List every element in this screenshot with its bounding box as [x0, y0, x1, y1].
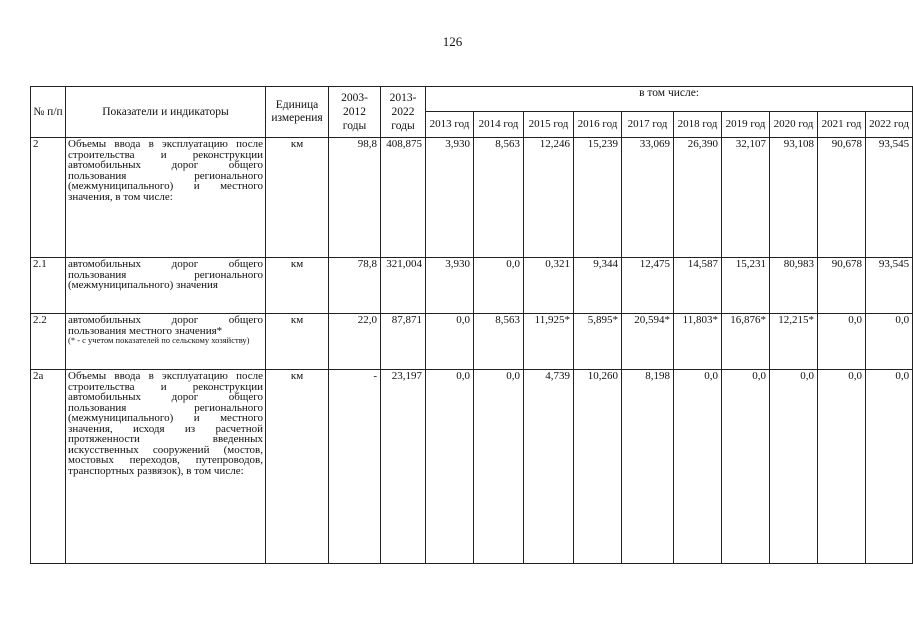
header-period-2003-2012: 2003-2012 годы: [329, 87, 381, 138]
header-indicator: Показатели и индикаторы: [66, 87, 266, 138]
row-year-value: 4,739: [524, 370, 574, 564]
row-period-2003-2012: -: [329, 370, 381, 564]
row-year-value: 5,895*: [574, 314, 622, 370]
row-period-2003-2012: 22,0: [329, 314, 381, 370]
table-row: [31, 370, 913, 564]
row-year-value: 12,475: [622, 258, 674, 314]
indicator-note: (* - с учетом показателей по сельскому хозяйству): [68, 335, 250, 345]
row-year-value: 93,545: [866, 138, 913, 258]
header-year: 2021 год: [818, 112, 866, 138]
row-unit: км: [266, 370, 329, 564]
row-year-value: 0,0: [426, 370, 474, 564]
row-year-value: 90,678: [818, 138, 866, 258]
row-year-value: 8,198: [622, 370, 674, 564]
row-year-value: 80,983: [770, 258, 818, 314]
row-year-value: 93,108: [770, 138, 818, 258]
row-year-value: 12,215*: [770, 314, 818, 370]
row-number: 2: [31, 138, 66, 258]
header-year: 2016 год: [574, 112, 622, 138]
header-year: 2013 год: [426, 112, 474, 138]
row-number: 2.1: [31, 258, 66, 314]
row-year-value: 0,0: [866, 370, 913, 564]
row-period-2003-2012: 98,8: [329, 138, 381, 258]
row-period-2013-2022: 23,197: [381, 370, 426, 564]
row-year-value: 93,545: [866, 258, 913, 314]
header-year: 2017 год: [622, 112, 674, 138]
header-period-2013-2022: 2013-2022 годы: [381, 87, 426, 138]
row-year-value: 20,594*: [622, 314, 674, 370]
table-row: [31, 138, 913, 258]
row-year-value: 0,0: [818, 370, 866, 564]
header-unit: Единица измерения: [266, 87, 329, 138]
row-year-value: 3,930: [426, 258, 474, 314]
row-year-value: 15,239: [574, 138, 622, 258]
header-year: 2019 год: [722, 112, 770, 138]
row-year-value: 0,321: [524, 258, 574, 314]
row-year-value: 0,0: [770, 370, 818, 564]
row-period-2013-2022: 321,004: [381, 258, 426, 314]
row-period-2013-2022: 87,871: [381, 314, 426, 370]
row-year-value: 12,246: [524, 138, 574, 258]
row-year-value: 0,0: [866, 314, 913, 370]
header-year: 2015 год: [524, 112, 574, 138]
row-period-2013-2022: 408,875: [381, 138, 426, 258]
table-row: [31, 258, 913, 314]
indicator-text: Объемы ввода в эксплуатацию после строительства и реконструкции автомобильных дорог общего пользования регионального (межмуниципального) и местного значения, в том числе:: [68, 138, 263, 203]
row-year-value: 15,231: [722, 258, 770, 314]
row-year-value: 11,925*: [524, 314, 574, 370]
header-year: 2018 год: [674, 112, 722, 138]
row-year-value: 0,0: [722, 370, 770, 564]
row-year-value: 0,0: [474, 258, 524, 314]
row-year-value: 14,587: [674, 258, 722, 314]
row-year-value: 8,563: [474, 138, 524, 258]
row-year-value: 26,390: [674, 138, 722, 258]
row-unit: км: [266, 258, 329, 314]
row-year-value: 9,344: [574, 258, 622, 314]
row-year-value: 8,563: [474, 314, 524, 370]
row-indicator: [66, 138, 266, 258]
row-year-value: 32,107: [722, 138, 770, 258]
row-indicator: [66, 370, 266, 564]
table-row: [31, 314, 913, 370]
row-year-value: 0,0: [818, 314, 866, 370]
row-year-value: 90,678: [818, 258, 866, 314]
row-unit: км: [266, 138, 329, 258]
row-number: 2.2: [31, 314, 66, 370]
indicator-text: автомобильных дорог общего пользования местного значения*: [68, 314, 263, 337]
indicator-text: автомобильных дорог общего пользования регионального (межмуниципального) значения: [68, 258, 263, 291]
page-number: 126: [442, 34, 463, 49]
row-unit: км: [266, 314, 329, 370]
row-year-value: 0,0: [426, 314, 474, 370]
header-no: № п/п: [31, 87, 66, 138]
indicator-text: Объемы ввода в эксплуатацию после строительства и реконструкции автомобильных дорог общего пользования регионального (межмуниципального) и местного значения, исходя из расчетной протяженности введенных искусственных сооружений (мостов, мостовых переходов, путепроводов, транспортных развязок), в том числе:: [68, 370, 263, 477]
row-year-value: 10,260: [574, 370, 622, 564]
header-year: 2020 год: [770, 112, 818, 138]
header-year: 2022 год: [866, 112, 913, 138]
row-year-value: 16,876*: [722, 314, 770, 370]
row-year-value: 3,930: [426, 138, 474, 258]
header-including: в том числе:: [426, 87, 913, 112]
indicators-table: [30, 86, 913, 564]
row-year-value: 11,803*: [674, 314, 722, 370]
row-indicator: [66, 258, 266, 314]
row-year-value: 0,0: [674, 370, 722, 564]
header-year: 2014 год: [474, 112, 524, 138]
row-year-value: 0,0: [474, 370, 524, 564]
row-number: 2а: [31, 370, 66, 564]
row-indicator: [66, 314, 266, 370]
row-period-2003-2012: 78,8: [329, 258, 381, 314]
row-year-value: 33,069: [622, 138, 674, 258]
